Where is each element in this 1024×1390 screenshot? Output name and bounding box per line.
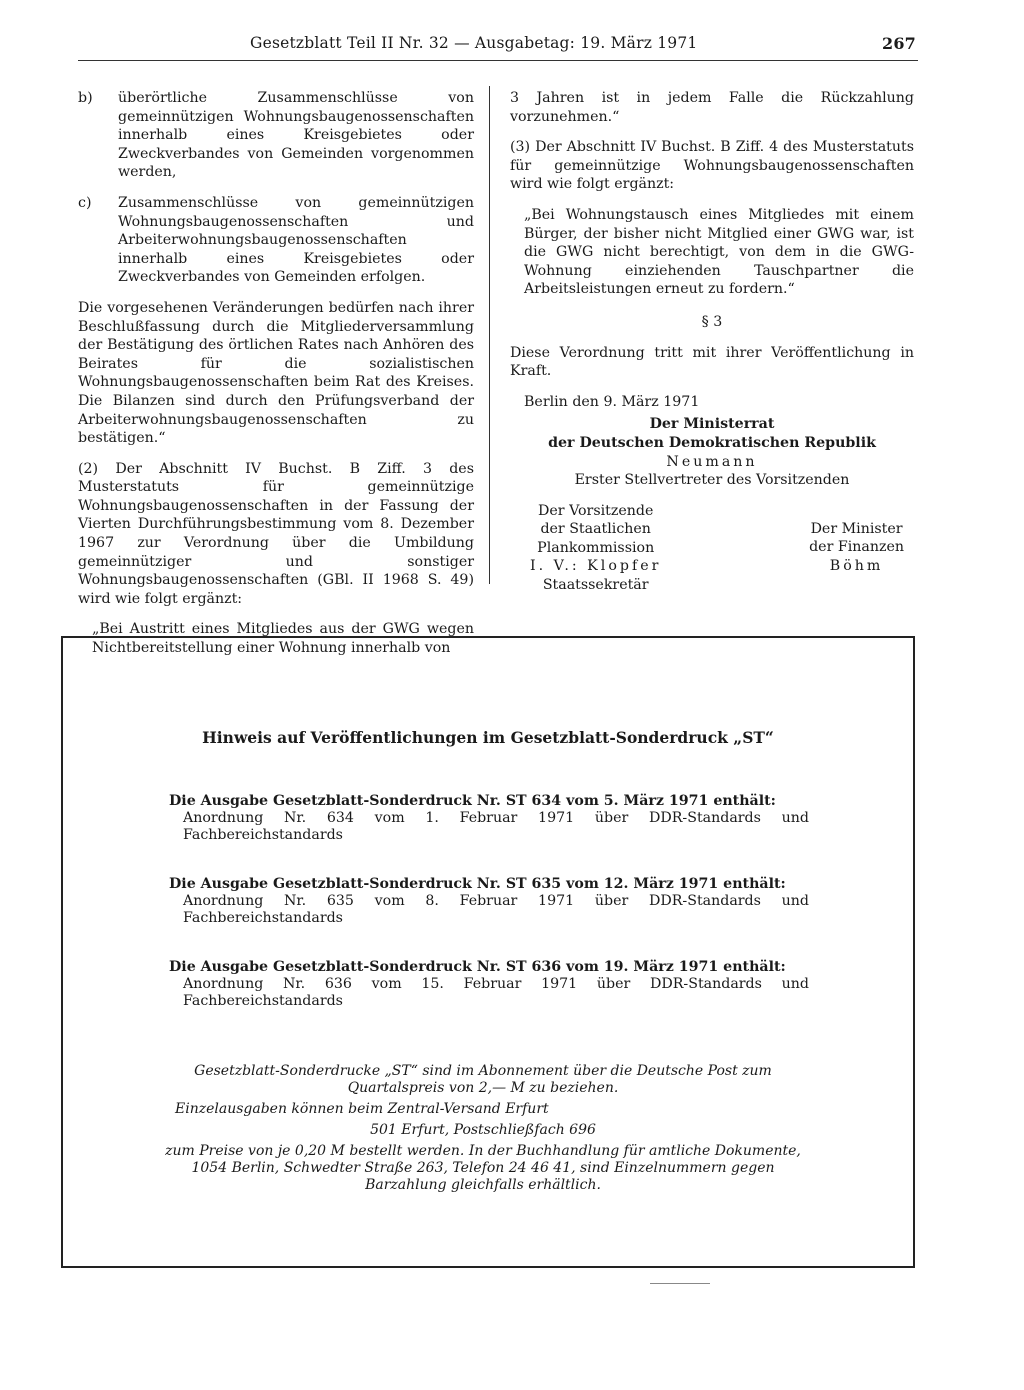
entry-body: Anordnung Nr. 634 vom 1. Februar 1971 über DDR-Standards und Fachbereichstandards (183, 810, 809, 843)
place-date: Berlin den 9. März 1971 (524, 393, 700, 410)
section-sign: § 3 (701, 313, 723, 330)
notice-box (61, 636, 915, 1268)
signature-block (510, 415, 914, 489)
column-divider (489, 86, 490, 584)
left-signature (530, 502, 661, 595)
left-column (78, 89, 474, 658)
signatory-role: Erster Stellvertreter des Vorsitzenden (574, 472, 850, 489)
single-issues-text: Einzelausgaben können beim Zentral-Versand Erfurt (175, 1101, 549, 1117)
header-title: Gesetzblatt Teil II Nr. 32 — Ausgabetag: 19. März 1971 (250, 34, 698, 52)
right-sig-name: Böhm (829, 557, 884, 574)
price-info-text: zum Preise von je 0,20 M bestellt werden. In der Buchhandlung für amtliche Dokumente, 1054 Berlin, Schwedter Straße 263, Telefon 24 46 41, sind Einzelnummern gegen Barzahlung gleichfalls erhältlich. (165, 1143, 801, 1193)
signatory-name: Neumann (666, 453, 758, 470)
list-item-b (78, 89, 474, 182)
right-sig-line-1: Der Minister (810, 520, 903, 537)
list-item-c (78, 194, 474, 287)
address-text: 501 Erfurt, Postschließfach 696 (370, 1122, 596, 1138)
left-sig-name: I. V.: Klopfer (530, 558, 662, 575)
page-header (250, 34, 916, 58)
left-sig-line-1: Der Vorsitzende (538, 502, 654, 519)
right-signature (809, 502, 904, 595)
paragraph-2: (2) Der Abschnitt IV Buchst. B Ziff. 3 des Musterstatuts für gemeinnützige Wohnungsbaugenossenschaften in der Fassung der Vierten Durchführungsbestimmung vom 8. Dezember 1967 zur Verordnung über die Umbildung gemeinnütziger und sonstiger Wohnungsbaugenossenschaften (GBl. II 1968 S. 49) wird wie folgt ergänzt: (78, 460, 474, 607)
notice-entries (169, 793, 809, 1042)
right-column (510, 89, 914, 595)
paragraph-3: (3) Der Abschnitt IV Buchst. B Ziff. 4 des Musterstatuts für gemeinnützige Wohnungsbaugenossenschaften wird wie folgt ergänzt: (510, 139, 914, 193)
subscription-text: Gesetzblatt-Sonderdrucke „ST“ sind im Abonnement über die Deutsche Post zum Quartalspreis von 2,— M zu beziehen. (194, 1063, 772, 1096)
subscription-info (163, 1063, 803, 1198)
council-line-2: der Deutschen Demokratischen Republik (548, 434, 876, 451)
quote-start: „Bei Austritt eines Mitgliedes aus der GWG wegen Nichtbereitstellung einer Wohnung innerhalb von (92, 621, 474, 657)
item-b-text: überörtliche Zusammenschlüsse von gemeinnützigen Wohnungsbaugenossenschaften innerhalb eines Kreisgebietes oder Zweckverbandes von Gemeinden vorgenommen werden, (118, 90, 474, 181)
paragraph-changes: Die vorgesehenen Veränderungen bedürfen nach ihrer Beschlußfassung durch die Mitgliederversammlung der Bestätigung des örtlichen Rates nach Anhören des Beirates für die sozialistischen Wohnungsbaugenossenschaften beim Rat des Kreises. Die Bilanzen sind durch den Prüfungsverband der Arbeiterwohnungsbaugenossenschaften zu bestätigen.“ (78, 299, 474, 447)
item-c-text: Zusammenschlüsse von gemeinnützigen Wohnungsbaugenossenschaften und Arbeiterwohnungsbaugenossenschaften innerhalb eines Kreisgebietes oder Zweckverbandes von Gemeinden erfolgen. (118, 194, 474, 286)
left-sig-role: Staatssekretär (542, 577, 649, 594)
left-sig-line-2: der Staatlichen (540, 521, 651, 538)
item-b-marker: b) (78, 90, 93, 106)
entry-head: Die Ausgabe Gesetzblatt-Sonderdruck Nr. ST 635 vom 12. März 1971 enthält: (169, 876, 786, 892)
footer-mark (650, 1283, 710, 1284)
notice-entry (169, 876, 809, 927)
effect-text: Diese Verordnung tritt mit ihrer Veröffentlichung in Kraft. (510, 344, 914, 380)
council-line-1: Der Ministerrat (649, 416, 775, 433)
entry-body: Anordnung Nr. 636 vom 15. Februar 1971 über DDR-Standards und Fachbereichstandards (183, 976, 809, 1009)
left-sig-line-3: Plankommission (537, 539, 655, 556)
entry-head: Die Ausgabe Gesetzblatt-Sonderdruck Nr. ST 636 vom 19. März 1971 enthält: (169, 959, 786, 975)
page-number: 267 (882, 34, 916, 53)
signature-columns (510, 502, 914, 595)
right-sig-line-2: der Finanzen (809, 539, 904, 556)
entry-body: Anordnung Nr. 635 vom 8. Februar 1971 über DDR-Standards und Fachbereichstandards (183, 893, 809, 926)
header-rule (78, 60, 918, 61)
quote-end: 3 Jahren ist in jedem Falle die Rückzahlung vorzunehmen.“ (510, 90, 914, 125)
notice-entry (169, 959, 809, 1010)
quote-3: „Bei Wohnungstausch eines Mitgliedes mit einem Bürger, der bisher nicht Mitglied einer GWG war, ist die GWG nicht berechtigt, von dem in die GWG-Wohnung einziehenden Tauschpartner die Arbeitsleistungen erneut zu fordern.“ (524, 206, 914, 298)
entry-head: Die Ausgabe Gesetzblatt-Sonderdruck Nr. ST 634 vom 5. März 1971 enthält: (169, 793, 776, 809)
notice-entry (169, 793, 809, 844)
item-c-marker: c) (78, 194, 92, 211)
notice-title: Hinweis auf Veröffentlichungen im Gesetzblatt-Sonderdruck „ST“ (202, 728, 774, 747)
